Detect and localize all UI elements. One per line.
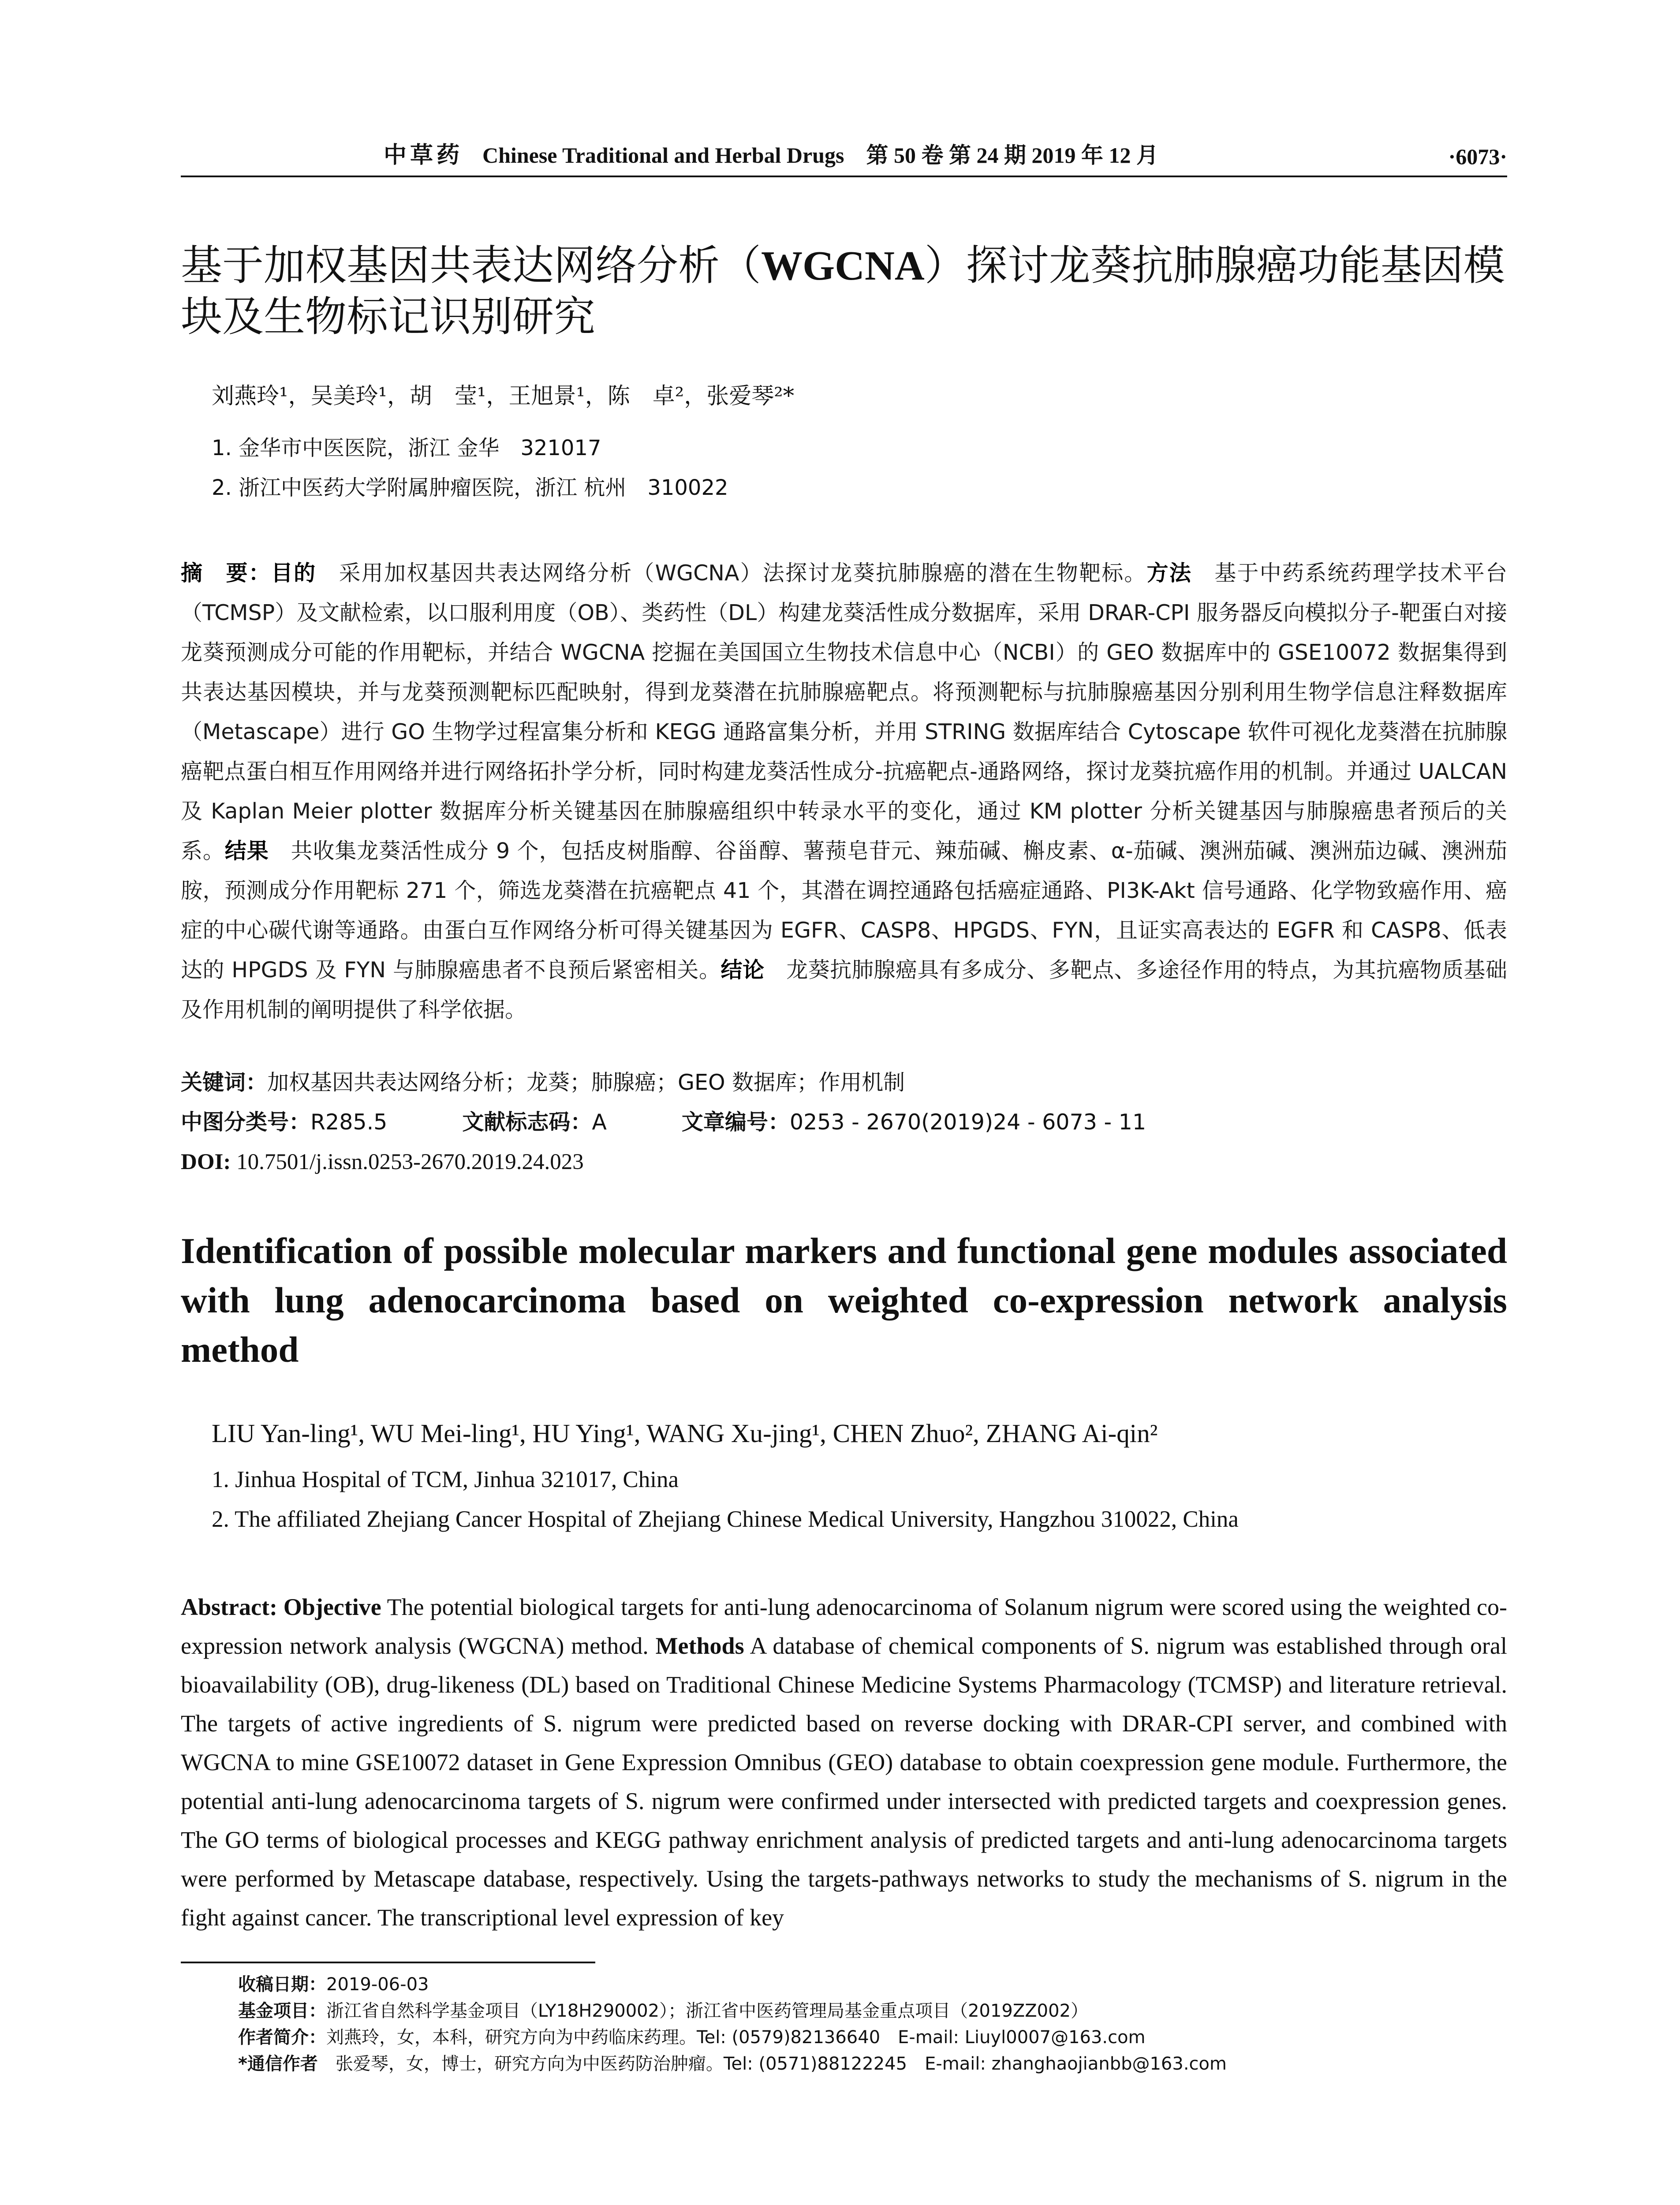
keywords-label: 关键词： xyxy=(181,1070,268,1095)
classification-line xyxy=(181,1107,1146,1138)
doi-label: DOI: xyxy=(181,1150,231,1174)
running-header xyxy=(181,140,1507,177)
footnote-divider xyxy=(181,1962,595,1963)
footnote-text: 刘燕玲，女，本科，研究方向为中药临床药理。Tel: (0579)82136640 E-mail: Liuyl0007@163.com xyxy=(326,2027,1146,2048)
keywords-line xyxy=(181,1067,905,1098)
cn-title-part3: ）探讨龙葵抗肺腺癌功能基因模块及生物标记识别研究 xyxy=(181,242,1505,341)
chinese-title xyxy=(181,240,1507,343)
cn-conclusion-text: 龙葵抗肺腺癌具有多成分、多靶点、多途径作用的特点，为其抗癌物质基础及作用机制的阐明提供了科学依据。 xyxy=(181,957,1507,1022)
journal-name-cn: 中草药 xyxy=(384,143,463,168)
en-affiliation-2: 2. The affiliated Zhejiang Cancer Hospital of Zhejiang Chinese Medical University, Hangzhou 310022, China xyxy=(212,1506,1239,1532)
cn-results-label: 结果 xyxy=(224,838,269,863)
cn-objective-label: 目的 xyxy=(271,561,317,586)
page-number: ·6073· xyxy=(1448,144,1507,169)
cn-methods-label: 方法 xyxy=(1146,561,1192,586)
chinese-abstract xyxy=(181,553,1507,1030)
en-methods-label: Methods xyxy=(655,1633,744,1659)
en-abstract-label: Abstract: Objective xyxy=(181,1594,381,1620)
english-abstract xyxy=(181,1588,1507,1937)
article-number-value: 0253 - 2670(2019)24 - 6073 - 11 xyxy=(789,1110,1146,1135)
footnote-funding xyxy=(238,1998,1227,2024)
doi-line xyxy=(181,1147,584,1177)
en-objective-text: The potential biological targets for anti-lung adenocarcinoma of Solanum nigrum were scored using the weighted co-expression network analysis (WGCNA) method. xyxy=(181,1594,1507,1659)
doc-code-value: A xyxy=(592,1110,607,1135)
cn-affiliation-2: 2. 浙江中医药大学附属肿瘤医院，浙江 杭州 310022 xyxy=(212,475,728,500)
article-number-label: 文章编号： xyxy=(681,1110,790,1135)
footnote-label: 基金项目： xyxy=(238,2001,326,2021)
clc-value: R285.5 xyxy=(310,1110,388,1135)
journal-meta: Chinese Traditional and Herbal Drugs 第 50 卷 第 24 期 2019 年 12 月 xyxy=(482,143,1158,168)
cn-title-acronym: WGCNA xyxy=(761,243,925,289)
cn-title-part1: 基于加权基因共表达网络分析（ xyxy=(181,242,762,290)
footnote-text: 张爱琴，女，博士，研究方向为中医药防治肿瘤。Tel: (0571)88122245 E-mail: zhanghaojianbb@163.com xyxy=(317,2054,1227,2074)
footnote-label: *通信作者 xyxy=(238,2054,318,2074)
cn-conclusion-label: 结论 xyxy=(721,957,765,983)
cn-affiliation-1: 1. 金华市中医医院，浙江 金华 321017 xyxy=(212,436,601,460)
en-affiliation-1: 1. Jinhua Hospital of TCM, Jinhua 321017, China xyxy=(212,1467,679,1492)
footnote-received xyxy=(238,1971,1227,1998)
chinese-authors: 刘燕玲¹，吴美玲¹，胡 莹¹，王旭景¹，陈 卓²，张爱琴²* xyxy=(212,383,795,409)
cn-methods-text: 基于中药系统药理学技术平台（TCMSP）及文献检索，以口服利用度（OB）、类药性（DL）构建龙葵活性成分数据库，采用 DRAR-CPI 服务器反向模拟分子-靶蛋白对接龙葵预测成分可能的作用靶标，并结合 WGCNA 挖掘在美国国立生物技术信息中心（NCBI）的 GEO 数据库中的 GSE10072 数据集得到共表达基因模块，并与龙葵预测靶标匹配映射，得到龙葵潜在抗肺腺癌靶点。将预测靶标与抗肺腺癌基因分别利用生物学信息注释数据库（Metascape）进行 GO 生物学过程富集分析和 KEGG 通路富集分析，并用 STRING 数据库结合 Cytoscape 软件可视化龙葵潜在抗肺腺癌靶点蛋白相互作用网络并进行网络拓扑学分析，同时构建龙葵活性成分-抗癌靶点-通路网络，探讨龙葵抗癌作用的机制。并通过 UALCAN 及 Kaplan Meier plotter 数据库分析关键基因在肺腺癌组织中转录水平的变化，通过 KM plotter 分析关键基因与肺腺癌患者预后的关系。 xyxy=(181,561,1507,863)
footnote-label: 收稿日期： xyxy=(238,1974,326,1995)
keywords-text: 加权基因共表达网络分析；龙葵；肺腺癌；GEO 数据库；作用机制 xyxy=(267,1070,905,1095)
english-authors: LIU Yan-ling¹, WU Mei-ling¹, HU Ying¹, WANG Xu-jing¹, CHEN Zhuo², ZHANG Ai-qin² xyxy=(212,1419,1158,1448)
clc-label: 中图分类号： xyxy=(181,1110,311,1135)
footnote-text: 浙江省自然科学基金项目（LY18H290002）；浙江省中医药管理局基金重点项目（2019ZZ002） xyxy=(326,2001,1089,2021)
footnote-text: 2019-06-03 xyxy=(326,1974,429,1995)
doc-code-label: 文献标志码： xyxy=(462,1110,592,1135)
cn-objective-text: 采用加权基因共表达网络分析（WGCNA）法探讨龙葵抗肺腺癌的潜在生物靶标。 xyxy=(316,561,1147,586)
footnote-author-bio xyxy=(238,2024,1227,2051)
english-title: Identification of possible molecular markers and functional gene modules associated with lung adenocarcinoma based on weighted co-expression network analysis method xyxy=(181,1230,1507,1370)
footnote-label: 作者简介： xyxy=(238,2027,326,2048)
cn-abstract-label: 摘 要： xyxy=(181,561,271,586)
footnotes xyxy=(238,1971,1227,2077)
doi-value[interactable]: 10.7501/j.issn.0253-2670.2019.24.023 xyxy=(231,1150,584,1174)
en-methods-text: A database of chemical components of S. nigrum was established through oral bioavailability (OB), drug-likeness (DL) based on Traditional Chinese Medicine Systems Pharmacology (TCMSP) and literature retrieval. The targets of active ingredients of S. nigrum were predicted based on reverse docking with DRAR-CPI server, and combined with WGCNA to mine GSE10072 dataset in Gene Expression Omnibus (GEO) database to obtain coexpression gene module. Furthermore, the potential anti-lung adenocarcinoma targets of S. nigrum were confirmed under intersected with predicted targets and coexpression genes. The GO terms of biological processes and KEGG pathway enrichment analysis of predicted targets and anti-lung adenocarcinoma targets were performed by Metascape database, respectively. Using the targets-pathways networks to study the mechanisms of S. nigrum in the fight against cancer. The transcriptional level expression of key xyxy=(181,1633,1508,1931)
cn-results-text: 共收集龙葵活性成分 9 个，包括皮树脂醇、谷甾醇、薯蓣皂苷元、辣茄碱、槲皮素、α-茄碱、澳洲茄碱、澳洲茄边碱、澳洲茄胺，预测成分作用靶标 271 个，筛选龙葵潜在抗癌靶点 41 个，其潜在调控通路包括癌症通路、PI3K-Akt 信号通路、化学物致癌作用、癌症的中心碳代谢等通路。由蛋白互作网络分析可得关键基因为 EGFR、CASP8、HPGDS、FYN，且证实高表达的 EGFR 和 CASP8、低表达的 HPGDS 及 FYN 与肺腺癌患者不良预后紧密相关。 xyxy=(181,838,1507,983)
footnote-corresponding xyxy=(238,2051,1227,2077)
